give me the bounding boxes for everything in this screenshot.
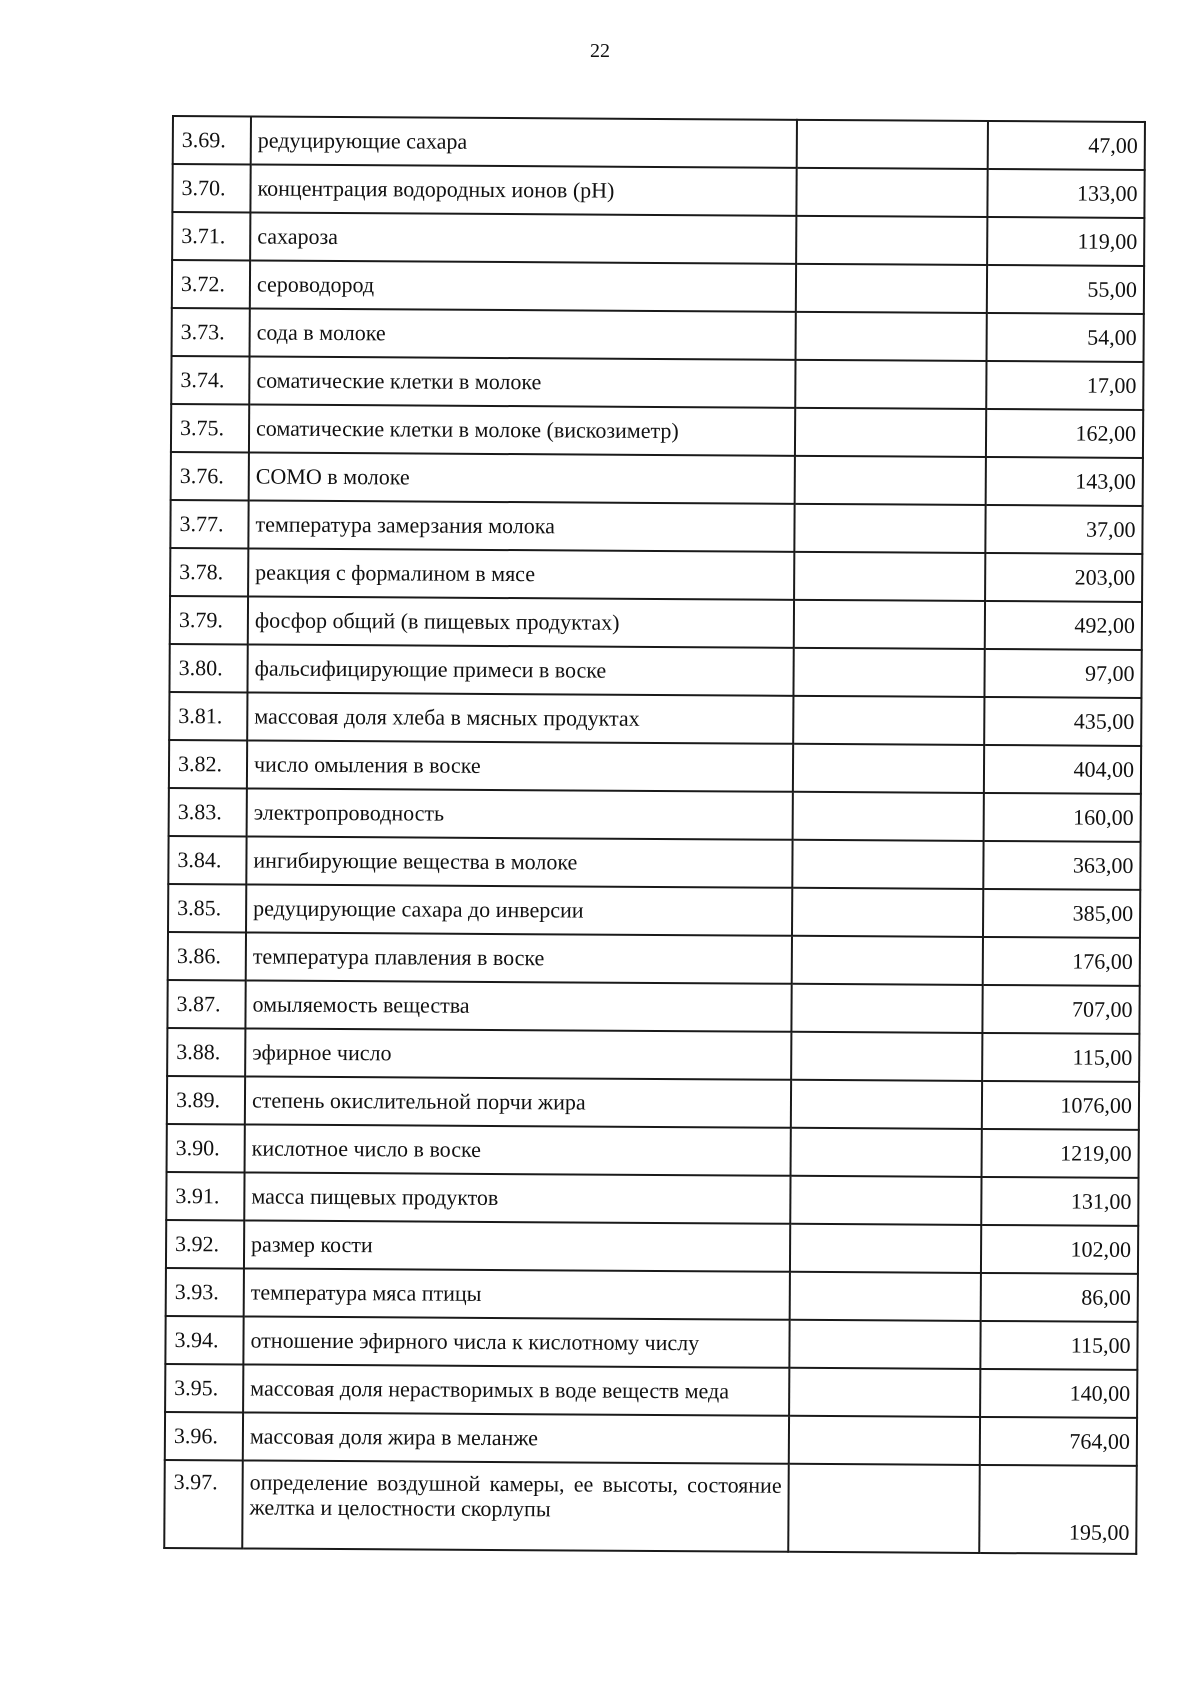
table-row [170, 500, 1142, 554]
empty-cell [791, 1032, 982, 1081]
price-cell: 133,00 [987, 169, 1144, 218]
price-cell: 131,00 [981, 1177, 1138, 1226]
table-row [166, 1172, 1138, 1226]
table-row [171, 404, 1143, 458]
row-number-cell: 3.83. [169, 788, 247, 836]
table-row [165, 1364, 1137, 1418]
empty-cell [792, 888, 983, 937]
price-cell: 55,00 [987, 265, 1144, 314]
row-number-cell: 3.77. [170, 500, 248, 548]
empty-cell [790, 1176, 981, 1225]
service-name-cell: эфирное число [245, 1028, 791, 1079]
service-name-cell: массовая доля нерастворимых в воде веществ меда [243, 1364, 789, 1415]
price-cell: 176,00 [983, 937, 1140, 986]
table-row [168, 884, 1140, 938]
row-number-cell: 3.80. [169, 644, 247, 692]
row-number-cell: 3.92. [166, 1220, 244, 1268]
price-cell: 37,00 [985, 505, 1142, 554]
row-number-cell: 3.89. [167, 1076, 245, 1124]
service-name-cell: СОМО в молоке [249, 452, 795, 503]
table-row [164, 1460, 1137, 1554]
empty-cell [795, 408, 986, 457]
service-name-cell: размер кости [244, 1220, 790, 1271]
row-number-cell: 3.79. [170, 596, 248, 644]
table-row [169, 788, 1141, 842]
empty-cell [793, 792, 984, 841]
empty-cell [792, 936, 983, 985]
row-number-cell: 3.81. [169, 692, 247, 740]
row-number-cell: 3.70. [172, 164, 250, 212]
price-cell: 404,00 [984, 745, 1141, 794]
empty-cell [789, 1416, 980, 1465]
price-cell: 119,00 [987, 217, 1144, 266]
price-cell: 1219,00 [982, 1129, 1139, 1178]
price-cell: 115,00 [980, 1321, 1137, 1370]
row-number-cell: 3.75. [171, 404, 249, 452]
table-row [167, 1076, 1139, 1130]
table-row [167, 1124, 1139, 1178]
row-number-cell: 3.78. [170, 548, 248, 596]
service-name-cell: электропроводность [247, 788, 793, 839]
page-number: 22 [590, 40, 610, 62]
table-row [167, 980, 1139, 1034]
price-table-body [164, 116, 1145, 1554]
table-row [171, 356, 1143, 410]
service-name-cell: концентрация водородных ионов (pH) [250, 164, 796, 215]
price-cell: 17,00 [986, 361, 1143, 410]
empty-cell [797, 120, 988, 169]
price-cell: 160,00 [984, 793, 1141, 842]
table-row [165, 1412, 1137, 1466]
service-name-cell: редуцирующие сахара до инверсии [246, 884, 792, 935]
row-number-cell: 3.95. [165, 1364, 243, 1412]
price-cell: 1076,00 [982, 1081, 1139, 1130]
table-row [169, 644, 1141, 698]
price-table [163, 115, 1146, 1555]
price-cell: 97,00 [984, 649, 1141, 698]
empty-cell [792, 840, 983, 889]
table-row [168, 836, 1140, 890]
price-cell: 54,00 [987, 313, 1144, 362]
service-name-cell: сода в молоке [250, 308, 796, 359]
empty-cell [794, 552, 985, 601]
service-name-cell: соматические клетки в молоке (вискозиметр) [249, 404, 795, 455]
price-cell: 492,00 [985, 601, 1142, 650]
service-name-cell: температура замерзания молока [248, 500, 794, 551]
row-number-cell: 3.93. [166, 1268, 244, 1316]
price-cell: 195,00 [979, 1465, 1137, 1554]
row-number-cell: 3.91. [166, 1172, 244, 1220]
service-name-cell: сахароза [250, 212, 796, 263]
table-row [170, 548, 1142, 602]
empty-cell [791, 984, 982, 1033]
service-name-cell: определение воздушной камеры, ее высоты, состояние желтка и целостности скорлупы [242, 1460, 789, 1551]
service-name-cell: степень окислительной порчи жира [245, 1076, 791, 1127]
empty-cell [788, 1464, 980, 1553]
service-name-cell: фальсифицирующие примеси в воске [247, 644, 793, 695]
row-number-cell: 3.87. [167, 980, 245, 1028]
table-row [170, 596, 1142, 650]
price-cell: 140,00 [980, 1369, 1137, 1418]
empty-cell [796, 216, 987, 265]
table-row [171, 452, 1143, 506]
table-row [173, 116, 1145, 170]
service-name-cell: число омыления в воске [247, 740, 793, 791]
price-cell: 435,00 [984, 697, 1141, 746]
service-name-cell: сероводород [250, 260, 796, 311]
empty-cell [794, 600, 985, 649]
price-cell: 115,00 [982, 1033, 1139, 1082]
service-name-cell: масса пищевых продуктов [244, 1172, 790, 1223]
row-number-cell: 3.76. [171, 452, 249, 500]
row-number-cell: 3.74. [171, 356, 249, 404]
empty-cell [796, 168, 987, 217]
empty-cell [793, 648, 984, 697]
table-row [165, 1316, 1137, 1370]
price-cell: 203,00 [985, 553, 1142, 602]
price-cell: 86,00 [981, 1273, 1138, 1322]
row-number-cell: 3.69. [173, 116, 251, 164]
price-cell: 385,00 [983, 889, 1140, 938]
table-row [172, 164, 1144, 218]
table-row [172, 308, 1144, 362]
table-row [167, 1028, 1139, 1082]
price-cell: 102,00 [981, 1225, 1138, 1274]
price-cell: 764,00 [980, 1417, 1137, 1466]
service-name-cell: ингибирующие вещества в молоке [246, 836, 792, 887]
empty-cell [795, 360, 986, 409]
row-number-cell: 3.84. [168, 836, 246, 884]
table-row [172, 212, 1144, 266]
row-number-cell: 3.97. [164, 1460, 243, 1548]
price-cell: 162,00 [986, 409, 1143, 458]
table-row [166, 1220, 1138, 1274]
table-row [172, 260, 1144, 314]
empty-cell [796, 264, 987, 313]
row-number-cell: 3.90. [167, 1124, 245, 1172]
empty-cell [791, 1128, 982, 1177]
service-name-cell: массовая доля хлеба в мясных продуктах [247, 692, 793, 743]
empty-cell [789, 1320, 980, 1369]
row-number-cell: 3.85. [168, 884, 246, 932]
row-number-cell: 3.73. [172, 308, 250, 356]
service-name-cell: фосфор общий (в пищевых продуктах) [248, 596, 794, 647]
service-name-cell: соматические клетки в молоке [249, 356, 795, 407]
empty-cell [793, 696, 984, 745]
row-number-cell: 3.82. [169, 740, 247, 788]
table-row [166, 1268, 1138, 1322]
empty-cell [789, 1368, 980, 1417]
row-number-cell: 3.94. [165, 1316, 243, 1364]
price-cell: 363,00 [983, 841, 1140, 890]
row-number-cell: 3.96. [165, 1412, 243, 1460]
price-cell: 707,00 [982, 985, 1139, 1034]
row-number-cell: 3.86. [168, 932, 246, 980]
service-name-cell: температура мяса птицы [244, 1268, 790, 1319]
table-row [168, 932, 1140, 986]
service-name-cell: реакция с формалином в мясе [248, 548, 794, 599]
service-name-cell: омыляемость вещества [245, 980, 791, 1031]
price-cell: 47,00 [988, 121, 1145, 170]
table-row [169, 740, 1141, 794]
empty-cell [791, 1080, 982, 1129]
price-cell: 143,00 [986, 457, 1143, 506]
row-number-cell: 3.71. [172, 212, 250, 260]
service-name-cell: температура плавления в воске [246, 932, 792, 983]
service-name-cell: отношение эфирного числа к кислотному числу [243, 1316, 789, 1367]
service-name-cell: редуцирующие сахара [251, 116, 797, 167]
table-row [169, 692, 1141, 746]
empty-cell [795, 456, 986, 505]
empty-cell [790, 1272, 981, 1321]
empty-cell [790, 1224, 981, 1273]
service-name-cell: кислотное число в воске [245, 1124, 791, 1175]
row-number-cell: 3.72. [172, 260, 250, 308]
row-number-cell: 3.88. [167, 1028, 245, 1076]
empty-cell [794, 504, 985, 553]
empty-cell [793, 744, 984, 793]
empty-cell [796, 312, 987, 361]
service-name-cell: массовая доля жира в меланже [243, 1412, 789, 1463]
